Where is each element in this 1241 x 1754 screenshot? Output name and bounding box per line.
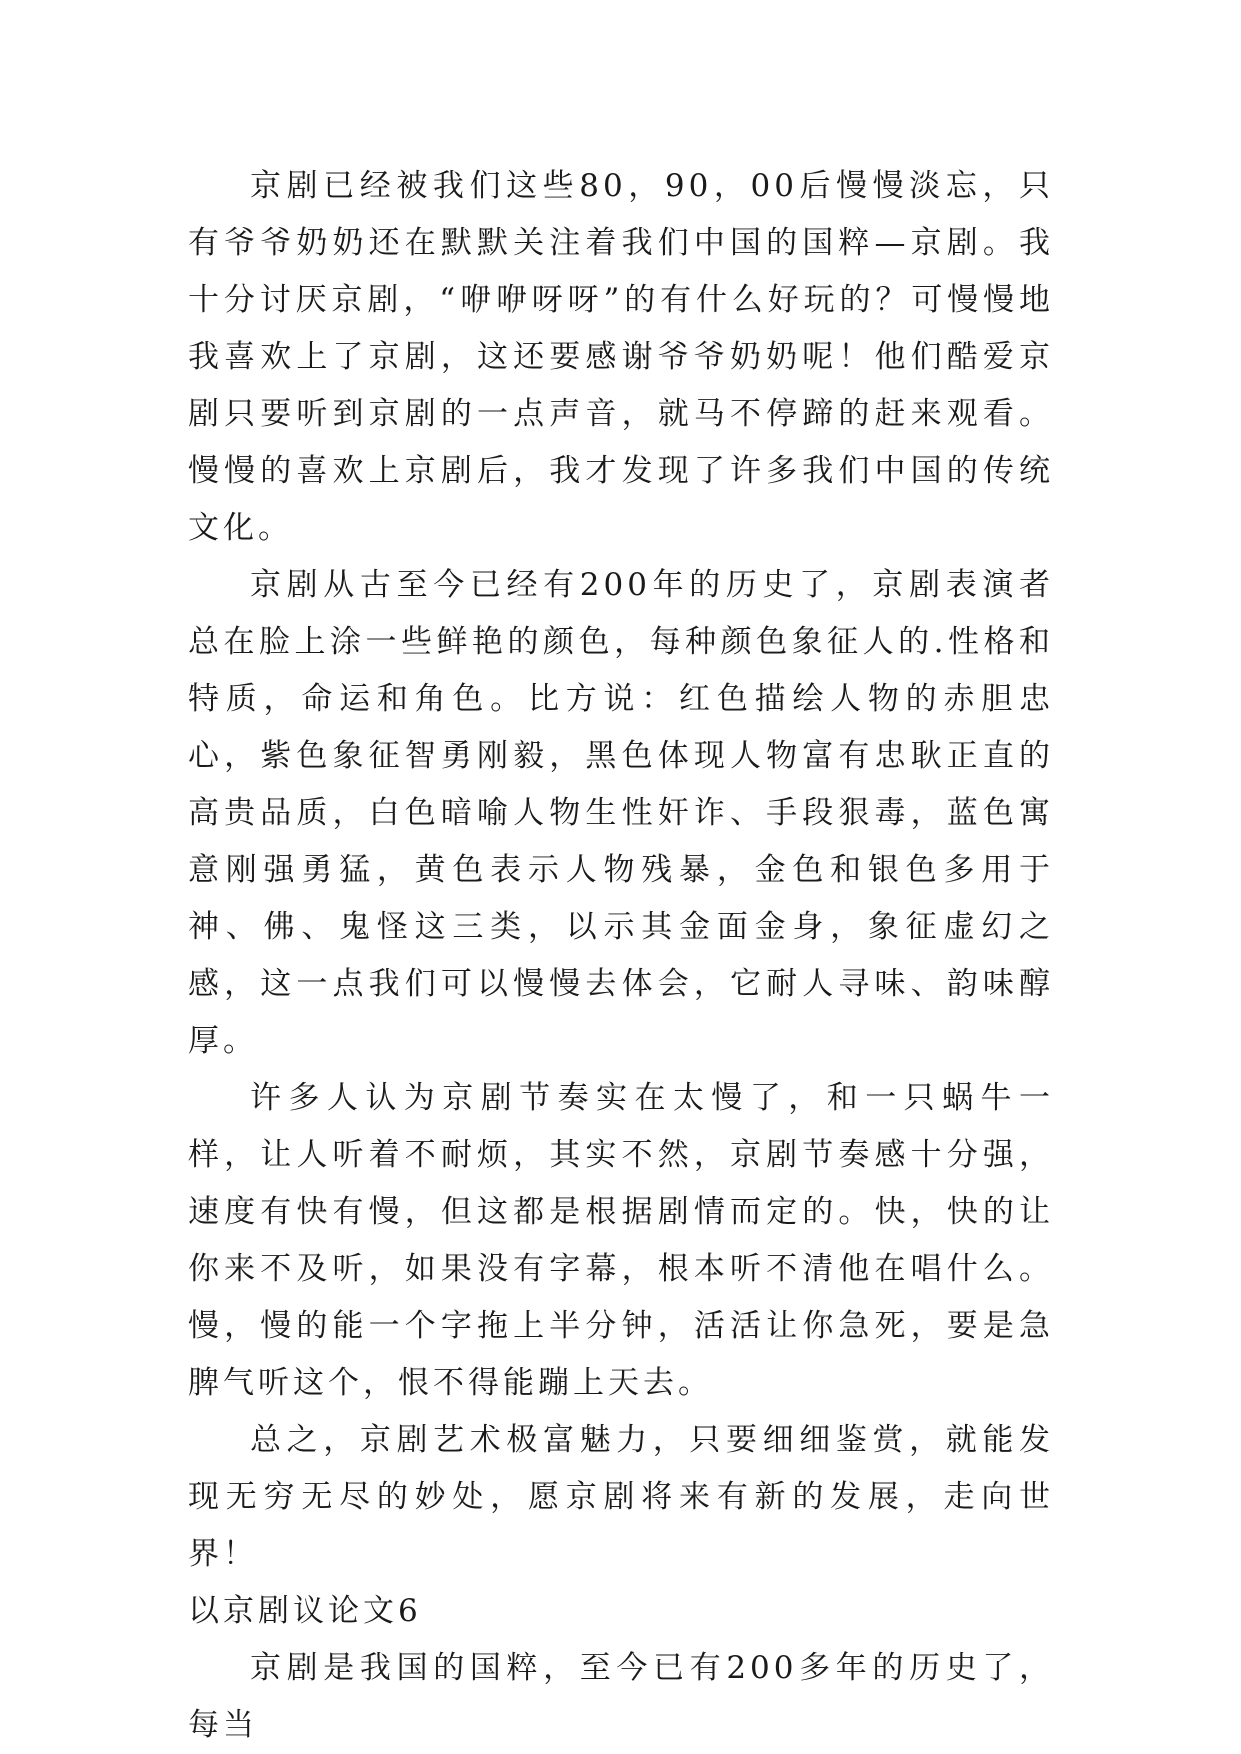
paragraph-2: 京剧从古至今已经有200年的历史了，京剧表演者总在脸上涂一些鲜艳的颜色，每种颜色象征人的.性格和特质，命运和角色。比方说：红色描绘人物的赤胆忠心，紫色象征智勇刚毅，黑色体现人物富有忠耿正直的高贵品质，白色暗喻人物生性奸诈、手段狠毒，蓝色寓意刚强勇猛，黄色表示人物残暴，金色和银色多用于神、佛、鬼怪这三类，以示其金面金身，象征虚幻之感，这一点我们可以慢慢去体会，它耐人寻味、韵味醇厚。 [188,567,1054,1059]
document-body [188,158,1054,1754]
section-title: 以京剧议论文6 [188,1593,422,1629]
paragraph-1: 京剧已经被我们这些80，90，00后慢慢淡忘，只有爷爷奶奶还在默默关注着我们中国的国粹—京剧。我十分讨厌京剧，“咿咿呀呀”的有什么好玩的？可慢慢地我喜欢上了京剧，这还要感谢爷爷奶奶呢！他们酷爱京剧只要听到京剧的一点声音，就马不停蹄的赶来观看。慢慢的喜欢上京剧后，我才发现了许多我们中国的传统文化。 [188,168,1054,546]
paragraph-3: 许多人认为京剧节奏实在太慢了，和一只蜗牛一样，让人听着不耐烦，其实不然，京剧节奏感十分强，速度有快有慢，但这都是根据剧情而定的。快，快的让你来不及听，如果没有字幕，根本听不清他在唱什么。慢，慢的能一个字拖上半分钟，活活让你急死，要是急脾气听这个，恨不得能蹦上天去。 [188,1080,1054,1401]
paragraph-5: 京剧是我国的国粹，至今已有200多年的历史了，每当 [188,1650,1054,1743]
paragraph-4: 总之，京剧艺术极富魅力，只要细细鉴赏，就能发现无穷无尽的妙处，愿京剧将来有新的发展，走向世界！ [188,1422,1054,1572]
